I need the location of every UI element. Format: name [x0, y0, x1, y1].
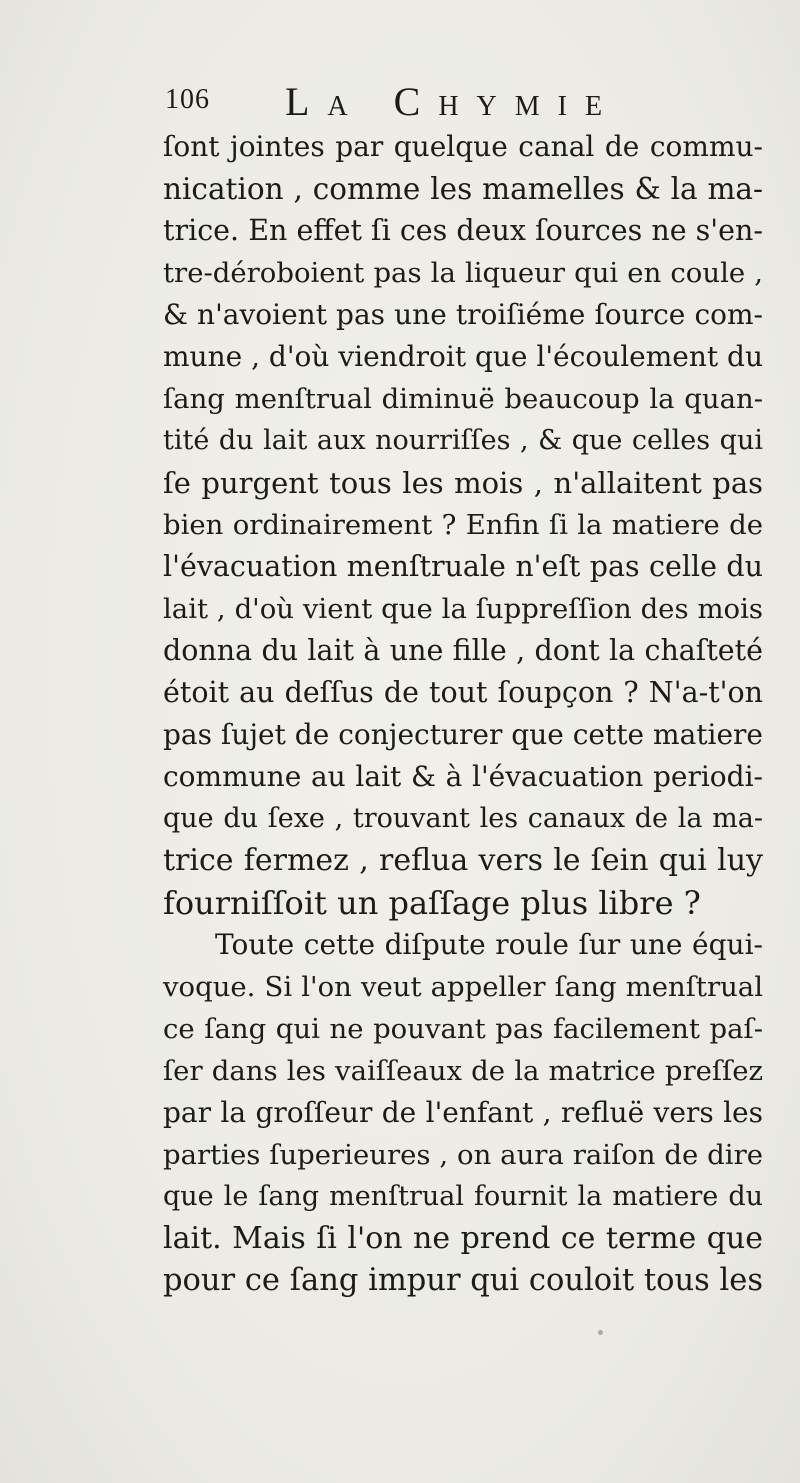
text-line: parties ſuperieures , on aura raiſon de dire — [163, 1139, 763, 1171]
text-line: que le ſang menſtrual fournit la matiere du — [163, 1181, 763, 1212]
text-line: bien ordinairement ? Enfin ſi la matiere de — [163, 509, 763, 541]
text-line: trice fermez , reflua vers le ſein qui luy — [163, 843, 763, 878]
text-line: nication , comme les mamelles & la ma- — [163, 172, 763, 206]
text-line: & n'avoient pas une troiſiéme ſource com- — [163, 298, 763, 331]
text-line: ſang menſtrual diminuë beaucoup la quan- — [163, 383, 763, 415]
text-line: trice. En effet ſi ces deux ſources ne s'en- — [163, 214, 763, 247]
text-line: voque. Si l'on veut appeller ſang menſtrual — [163, 971, 763, 1003]
ink-speck — [598, 1330, 603, 1335]
text-line: tité du lait aux nourriſſes , & que celles qui — [163, 425, 763, 456]
text-line: ce ſang qui ne pouvant pas facilement paſ- — [163, 1013, 763, 1045]
text-line: par la groſſeur de l'enfant , refluë vers les — [163, 1096, 763, 1129]
text-line: commune au lait & à l'évacuation periodi- — [163, 760, 763, 793]
running-title: La Chymie — [285, 79, 621, 124]
text-line: mune , d'où viendroit que l'écoulement du — [163, 340, 763, 373]
text-line: l'évacuation menſtruale n'eſt pas celle du — [163, 550, 763, 583]
text-line: lait , d'où vient que la ſuppreſſion des mois — [163, 593, 763, 625]
text-line: fourniſſoit un paſſage plus libre ? — [163, 884, 701, 922]
body-text — [163, 126, 763, 1302]
text-line: lait. Mais ſi l'on ne prend ce terme que — [163, 1221, 763, 1256]
text-line: pour ce ſang impur qui couloit tous les — [163, 1263, 763, 1298]
text-line: ſont jointes par quelque canal de commu- — [163, 130, 763, 163]
text-line: ſer dans les vaiſſeaux de la matrice preſſez — [163, 1055, 763, 1087]
text-line: étoit au deſſus de tout ſoupçon ? N'a-t'on — [163, 676, 763, 709]
page-number: 106 — [165, 84, 210, 115]
text-line: donna du lait à une fille , dont la chaſteté — [163, 634, 763, 667]
paragraph-first-line: Toute cette diſpute roule ſur une équi- — [215, 928, 763, 961]
text-line: tre-déroboient pas la liqueur qui en coule , — [163, 257, 763, 289]
text-line: que du ſexe , trouvant les canaux de la ma- — [163, 803, 763, 834]
text-line: pas ſujet de conjecturer que cette matiere — [163, 718, 763, 751]
text-line: ſe purgent tous les mois , n'allaitent pas — [163, 466, 763, 500]
page-header — [165, 78, 725, 122]
